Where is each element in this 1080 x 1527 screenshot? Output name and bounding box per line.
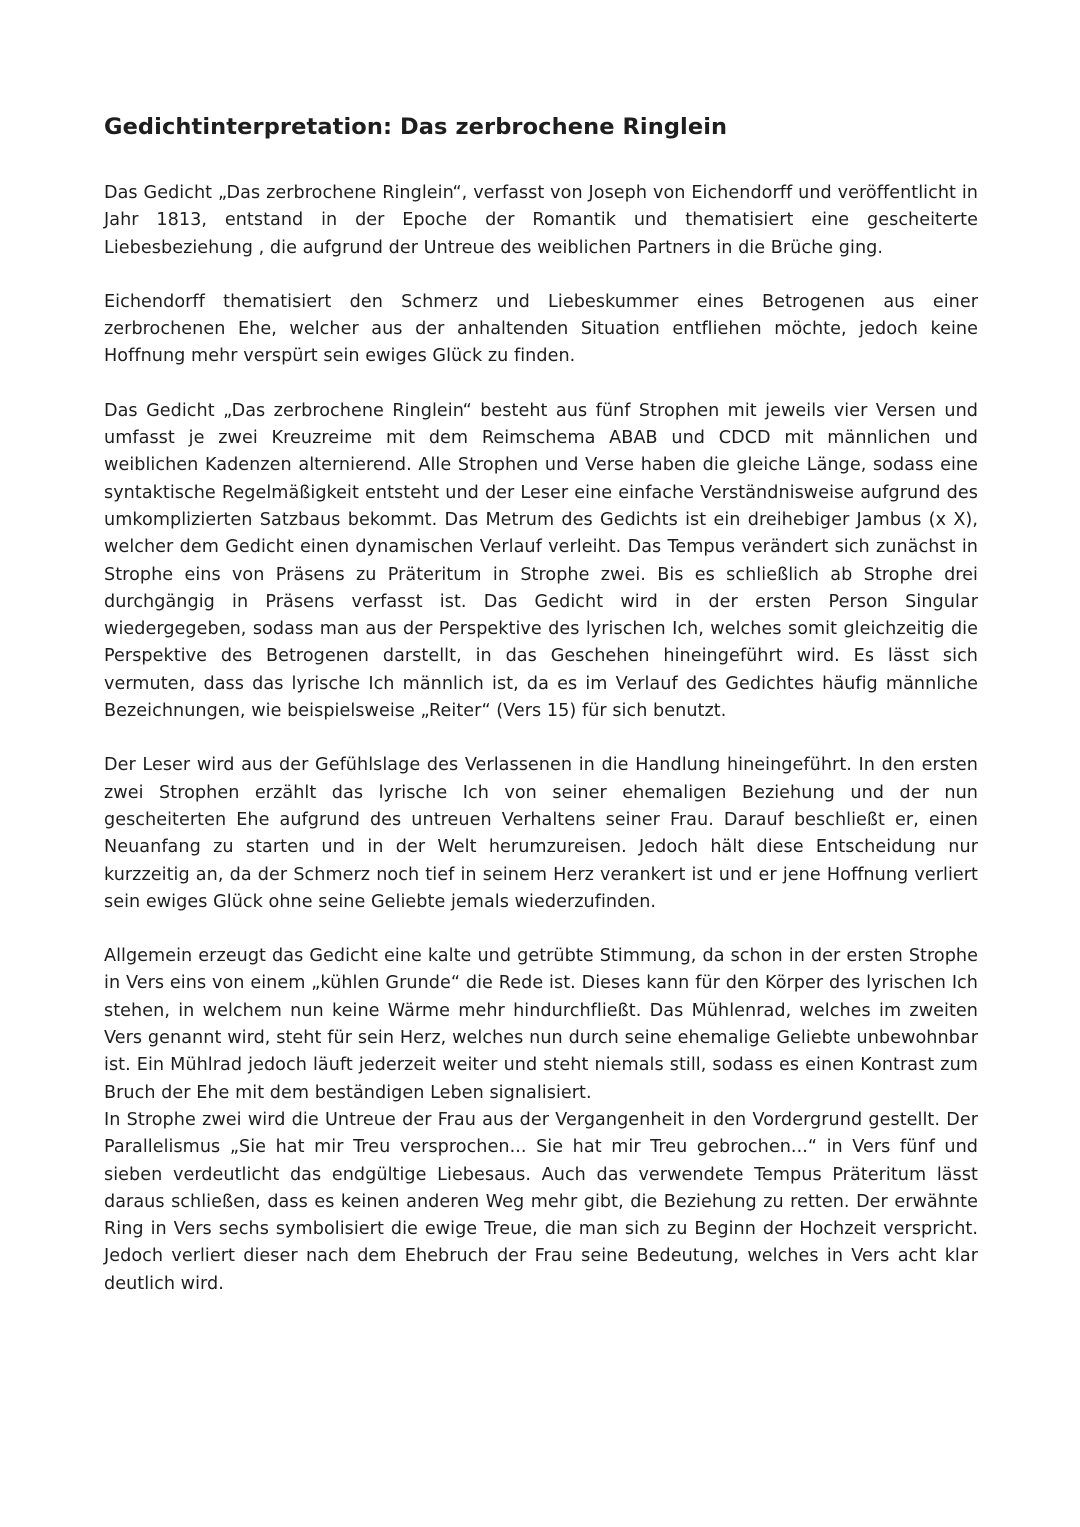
paragraph-stanza-two: In Strophe zwei wird die Untreue der Frau aus der Vergangenheit in den Vordergrund gestellt. Der Parallelismus „Sie hat mir Treu versprochen... Sie hat mir Treu gebrochen...“ in Vers fünf und sieben verdeutlicht das endgültige Liebesaus. Auch das verwendete Tempus Präteritum lässt daraus schließen, dass es keinen anderen Weg mehr gibt, die Beziehung zu retten. Der erwähnte Ring in Vers sechs symbolisiert die ewige Treue, die man sich zu Beginn der Hochzeit verspricht. Jedoch verliert dieser nach dem Ehebruch der Frau seine Bedeutung, welches in Vers acht klar deutlich wird. [104,1109,978,1294]
paragraph-introduction: Das Gedicht „Das zerbrochene Ringlein“, verfasst von Joseph von Eichendorff und veröffentlicht in Jahr 1813, entstand in der Epoche der Romantik und thematisiert eine gescheiterte Liebesbeziehung , die aufgrund der Untreue des weiblichen Partners in die Brüche ging. [104,183,978,258]
paragraph-form-analysis: Das Gedicht „Das zerbrochene Ringlein“ besteht aus fünf Strophen mit jeweils vier Versen und umfasst je zwei Kreuzreime mit dem Reimschema ABAB und CDCD mit männlichen und weiblichen Kadenzen alternierend. Alle Strophen und Verse haben die gleiche Länge, sodass eine syntaktische Regelmäßigkeit entsteht und der Leser eine einfache Verständnisweise aufgrund des umkomplizierten Satzbaus bekommt. Das Metrum des Gedichts ist ein dreihebiger Jambus (x X), welcher dem Gedicht einen dynamischen Verlauf verleiht. Das Tempus verändert sich zunächst in Strophe eins von Präsens zu Präteritum in Strophe zwei. Bis es schließlich ab Strophe drei durchgängig in Präsens verfasst ist. Das Gedicht wird in der ersten Person Singular wiedergegeben, sodass man aus der Perspektive des lyrischen Ich, welches somit gleichzeitig die Perspektive des Betrogenen darstellt, in das Geschehen hineingeführt wird. Es lässt sich vermuten, dass das lyrische Ich männlich ist, da es im Verlauf des Gedichtes häufig männliche Bezeichnungen, wie beispielsweise „Reiter“ (Vers 15) für sich benutzt. [104,400,978,722]
paragraph-theme: Eichendorff thematisiert den Schmerz und Liebeskummer eines Betrogenen aus einer zerbrochenen Ehe, welcher aus der anhaltenden Situation entfliehen möchte, jedoch keine Hoffnung mehr verspürt sein ewiges Glück zu finden. [104,291,978,367]
paragraph-stanza-one: Allgemein erzeugt das Gedicht eine kalte und getrübte Stimmung, da schon in der ersten Strophe in Vers eins von einem „kühlen Grunde“ die Rede ist. Dieses kann für den Körper des lyrischen Ich stehen, in welchem nun keine Wärme mehr hindurchfließt. Das Mühlenrad, welches im zweiten Vers genannt wird, steht für sein Herz, welches nun durch seine ehemalige Geliebte unbewohnbar ist. Ein Mühlrad jedoch läuft jederzeit weiter und steht niemals still, sodass es einen Kontrast zum Bruch der Ehe mit dem beständigen Leben signalisiert. [104,946,978,1103]
paragraph-content-summary: Der Leser wird aus der Gefühlslage des Verlassenen in die Handlung hineingeführt. In den ersten zwei Strophen erzählt das lyrische Ich von seiner ehemaligen Beziehung und der nun gescheiterten Ehe aufgrund des untreuen Verhaltens seiner Frau. Darauf beschließt er, einen Neuanfang zu starten und in der Welt herumzureisen. Jedoch hält diese Entscheidung nur kurzzeitig an, da der Schmerz noch tief in seinem Herz verankert ist und er jene Hoffnung verliert sein ewiges Glück ohne seine Geliebte jemals wiederzufinden. [104,755,978,912]
document-page [104,112,978,1325]
document-title: Gedichtinterpretation: Das zerbrochene Ringlein [104,114,728,140]
